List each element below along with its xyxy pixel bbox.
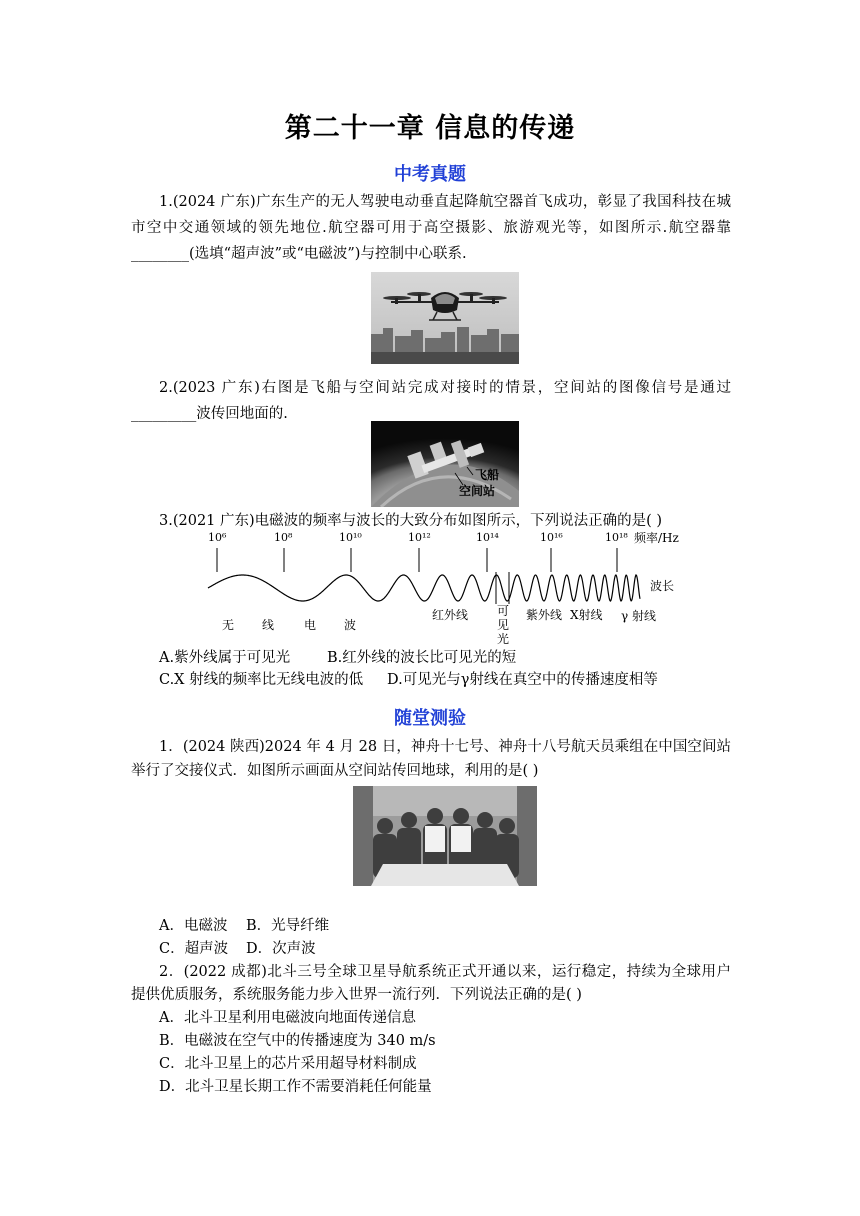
t2-option-a: A．北斗卫星利用电磁波向地面传递信息 [159,1010,416,1026]
t2-line1: 2．(2022 成都)北斗三号全球卫星导航系统正式开通以来，运行稳定，持续为全球用户 [159,964,731,980]
band-radio: 无 [222,618,235,632]
band-xray: X射线 [570,608,603,622]
band-radio: 波 [344,618,357,632]
t1-line1: 1．(2024 陕西)2024 年 4 月 28 日，神舟十七号、神舟十八号航天员乘组在中国空间站 [159,739,731,755]
t1-option-a: A．电磁波 [159,918,228,934]
t1-option-d: D．次声波 [246,941,316,957]
freq-tick: 10¹⁰ [339,531,362,544]
freq-tick: 10⁸ [274,531,293,544]
label-station: 空间站 [459,484,496,498]
band-visible: 光 [497,632,510,646]
band-visible: 可 [497,604,510,618]
q1-line3: ________(选填“超声波”或“电磁波”)与控制中心联系. [131,246,467,262]
q3-option-b: B.红外线的波长比可见光的短 [327,650,517,666]
q3-option-c: C.X 射线的频率比无线电波的低 [159,672,364,688]
q3-option-d: D.可见光与γ射线在真空中的传播速度相等 [387,672,658,688]
frequency-ticks [208,531,628,544]
wave-curve [208,575,640,601]
freq-tick: 10¹⁸ [605,531,628,544]
q1-line1: 1.(2024 广东)广东生产的无人驾驶电动垂直起降航空器首飞成功，彰显了我国科技在城 [159,194,731,210]
band-ultraviolet: 紫外线 [526,608,563,622]
section-heading-exam: 中考真题 [394,164,466,185]
t2-option-b: B．电磁波在空气中的传播速度为 340 m/s [159,1033,436,1049]
q2-line2: _________波传回地面的. [131,406,288,422]
q2-line1: 2.(2023 广东)右图是飞船与空间站完成对接时的情景，空间站的图像信号是通过 [159,380,731,396]
band-gamma: γ 射线 [621,609,656,623]
freq-tick: 10¹² [408,531,431,544]
q3-line1: 3.(2021 广东)电磁波的频率与波长的大致分布如图所示，下列说法正确的是( ) [159,513,663,529]
drone-photo [371,272,519,364]
q3-option-a: A.紫外线属于可见光 [159,650,291,666]
freq-tick: 10⁶ [208,531,227,544]
band-visible: 见 [497,618,510,632]
spectrum-diagram [200,528,720,648]
freq-tick: 10¹⁶ [540,531,563,544]
t1-option-c: C．超声波 [159,941,229,957]
chapter-title: 第二十一章 信息的传递 [284,113,576,144]
band-infrared: 红外线 [432,608,469,622]
q1-line2: 市空中交通领域的领先地位.航空器可用于高空摄影、旅游观光等，如图所示.航空器靠 [131,220,731,236]
band-radio: 电 [304,618,317,632]
space-station-photo [371,421,519,507]
t1-option-b: B．光导纤维 [246,918,330,934]
section-heading-quiz: 随堂测验 [394,708,466,729]
t2-option-c: C．北斗卫星上的芯片采用超导材料制成 [159,1056,417,1072]
t2-line2: 提供优质服务，系统服务能力步入世界一流行列．下列说法正确的是( ) [131,987,582,1003]
band-radio: 线 [262,618,275,632]
wavelength-label: 波长 [650,579,675,593]
freq-unit: 频率/Hz [634,531,679,545]
label-spaceship: 飞船 [475,468,500,482]
freq-tick: 10¹⁴ [476,531,499,544]
t2-option-d: D．北斗卫星长期工作不需要消耗任何能量 [159,1079,432,1095]
t1-line2: 举行了交接仪式．如图所示画面从空间站传回地球，利用的是( ) [131,763,539,779]
astronauts-photo [353,786,537,886]
